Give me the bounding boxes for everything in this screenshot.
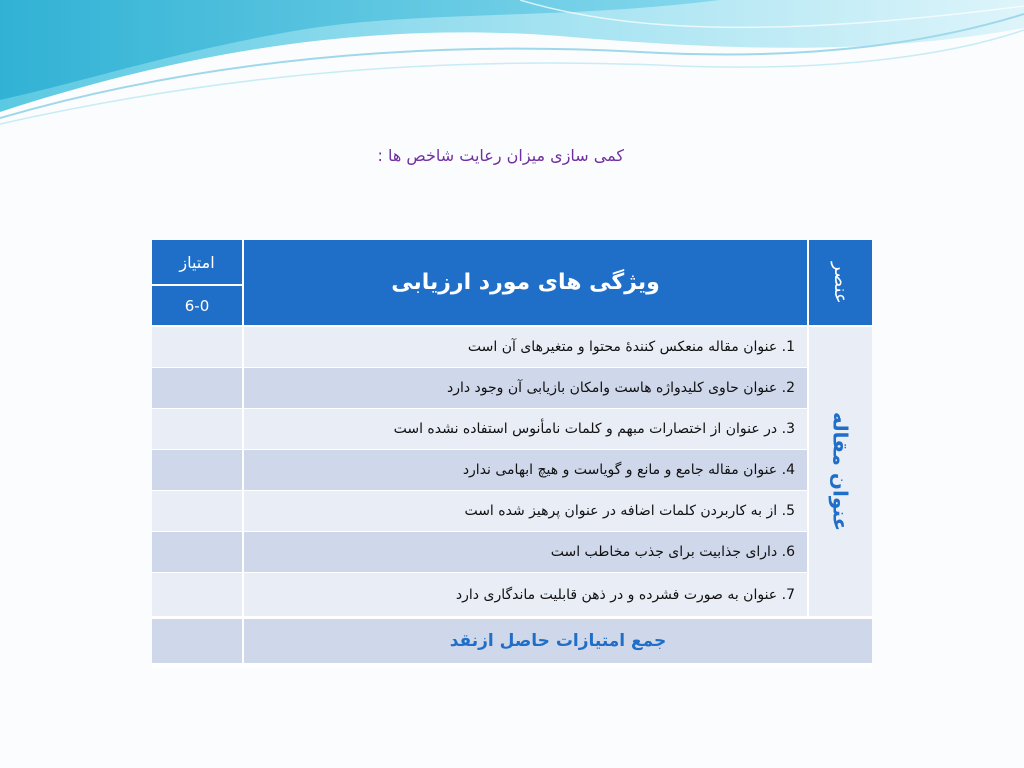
total-score-cell [152,619,242,663]
score-cell [152,368,242,408]
header-element [809,240,872,325]
score-cell [152,532,242,572]
category-cell [809,327,872,616]
total-score-label: جمع امتیازات حاصل ازنقد [244,619,872,663]
score-cell [152,327,242,367]
criterion-row: 7. عنوان به صورت فشرده و در ذهن قابلیت ماندگاری دارد [244,573,807,616]
evaluation-table [152,240,872,668]
slide-subtitle: کمی سازی میزان رعایت شاخص ها : [377,146,624,165]
header-features: ویژگی های مورد ارزیابی [244,240,807,325]
criterion-row: 1. عنوان مقاله منعکس کنندۀ محتوا و متغیرهای آن است [244,327,807,367]
header-score-range: 6-0 [152,286,242,325]
header-element-label: عنصر [830,261,851,304]
header-points: امتیاز [152,240,242,284]
criterion-row: 4. عنوان مقاله جامع و مانع و گویاست و هیچ ابهامی ندارد [244,450,807,490]
score-cell [152,573,242,616]
criterion-row: 2. عنوان حاوی کلیدواژه هاست وامکان بازیابی آن وجود دارد [244,368,807,408]
category-label: عنوان مقاله [828,411,853,532]
decorative-wave-banner [0,0,1024,130]
score-cell [152,491,242,531]
score-cell [152,409,242,449]
score-cell [152,450,242,490]
criterion-row: 3. در عنوان از اختصارات مبهم و کلمات نامأنوس استفاده نشده است [244,409,807,449]
criterion-row: 6. دارای جذابیت برای جذب مخاطب است [244,532,807,572]
criterion-row: 5. از به کاربردن کلمات اضافه در عنوان پرهیز شده است [244,491,807,531]
